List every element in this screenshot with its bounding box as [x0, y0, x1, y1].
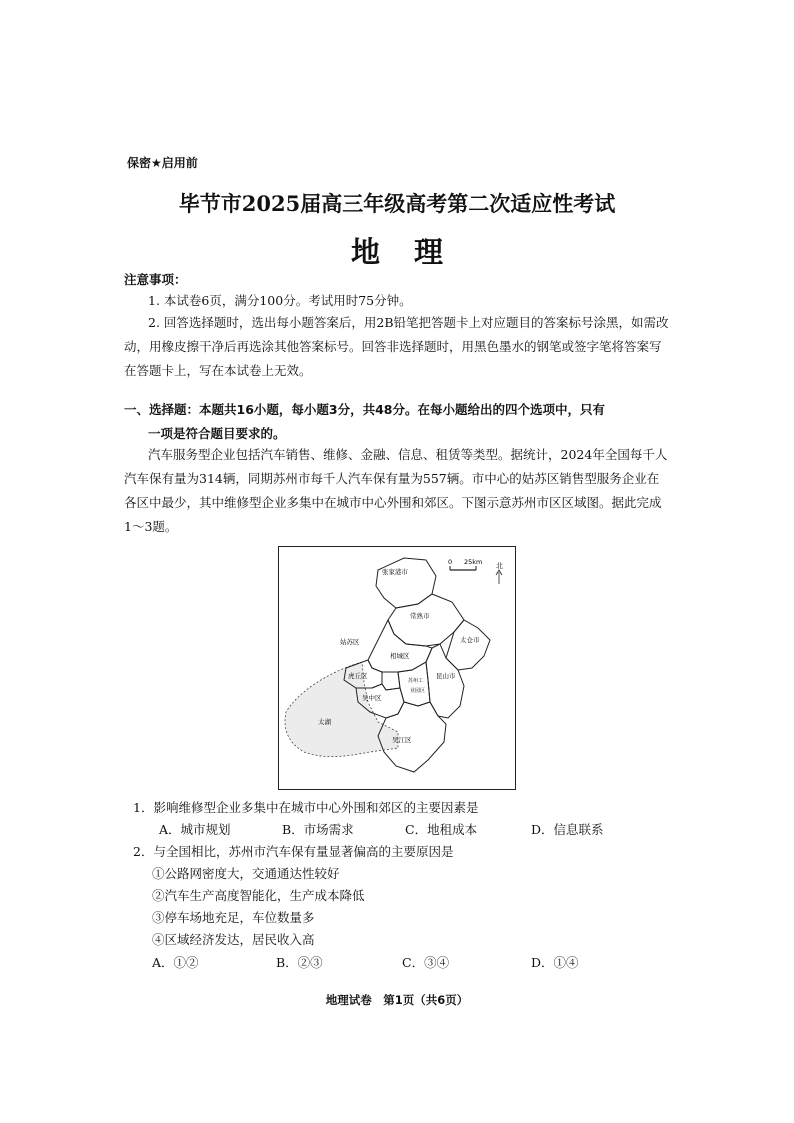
- q2-option-c: C．③④: [402, 955, 450, 970]
- subject-title: 地理: [350, 235, 477, 269]
- question-2-options: [0, 953, 794, 973]
- north-label: 北: [496, 562, 503, 570]
- notes-heading: 注意事项：: [124, 272, 187, 287]
- label-taicang: 太仓市: [460, 636, 480, 644]
- q2-statement-2: ②汽车生产高度智能化，生产成本降低: [152, 888, 365, 903]
- q2-option-d: D．①④: [531, 955, 579, 970]
- question-1-stem: 1．影响维修型企业多集中在城市中心外围和郊区的主要因素是: [133, 800, 479, 815]
- label-sip-2: 业园区: [410, 688, 426, 694]
- section-heading: [124, 398, 669, 446]
- label-taihu: 太湖: [318, 718, 331, 726]
- q2-statement-1: ①公路网密度大，交通通达性较好: [152, 866, 340, 881]
- q2-statement-3: ③停车场地充足，车位数量多: [152, 910, 315, 925]
- exam-title: 毕节市2025届高三年级高考第二次适应性考试: [178, 191, 616, 216]
- label-gusu: 姑苏区: [340, 638, 360, 646]
- question-2-stem: 2．与全国相比，苏州市汽车保有量显著偏高的主要原因是: [133, 844, 454, 859]
- q1-option-b: B．市场需求: [282, 822, 354, 837]
- question-1-options: [0, 820, 794, 840]
- page-footer: 地理试卷 第1页（共6页）: [325, 993, 469, 1007]
- q2-option-a: A．①②: [152, 955, 199, 970]
- note-item-1: 1. 本试卷6页，满分100分。考试用时75分钟。: [148, 293, 412, 308]
- label-xiangcheng: 相城区: [390, 652, 410, 660]
- confidential-label: 保密★启用前: [127, 156, 198, 170]
- section-heading-line2: 一项是符合题目要求的。: [148, 426, 286, 441]
- q2-option-b: B．②③: [276, 955, 323, 970]
- q1-option-a: A．城市规划: [159, 822, 231, 837]
- label-sip-1: 苏州工: [408, 678, 424, 684]
- label-kunshan: 昆山市: [436, 672, 456, 680]
- scale-length: 25km: [464, 558, 483, 566]
- q2-statement-4: ④区域经济发达，居民收入高: [152, 932, 315, 947]
- suzhou-district-map: [278, 546, 516, 790]
- passage-text: 汽车服务型企业包括汽车销售、维修、金融、信息、租赁等类型。据统计，2024年全国每千人汽车保有量为314辆，同期苏州市每千人汽车保有量为557辆。市中心的姑苏区销售型服务企业在各区中最少，其中维修型企业多集中在城市中心外围和郊区。下图示意苏州市区区域图。据此完成1～3题。: [124, 447, 668, 534]
- label-huqiu: 虎丘区: [348, 672, 368, 680]
- label-changshu: 常熟市: [410, 612, 430, 620]
- q1-option-d: D．信息联系: [531, 822, 604, 837]
- note-item-2: 2. 回答选择题时，选出每小题答案后，用2B铅笔把答题卡上对应题目的答案标号涂黑，如需改动，用橡皮擦干净后再选涂其他答案标号。回答非选择题时，用黑色墨水的钢笔或签字笔将答案写在答题卡上，写在本试卷上无效。: [124, 315, 669, 378]
- section-heading-line1: 一、选择题：本题共16小题，每小题3分，共48分。在每小题给出的四个选项中，只有: [124, 402, 605, 417]
- q1-option-c: C．地租成本: [405, 822, 478, 837]
- label-wujiang: 吴江区: [392, 736, 412, 744]
- label-zhangjiagang: 张家港市: [382, 568, 408, 576]
- label-wuzhong: 吴中区: [362, 694, 382, 702]
- scale-zero: 0: [448, 558, 453, 566]
